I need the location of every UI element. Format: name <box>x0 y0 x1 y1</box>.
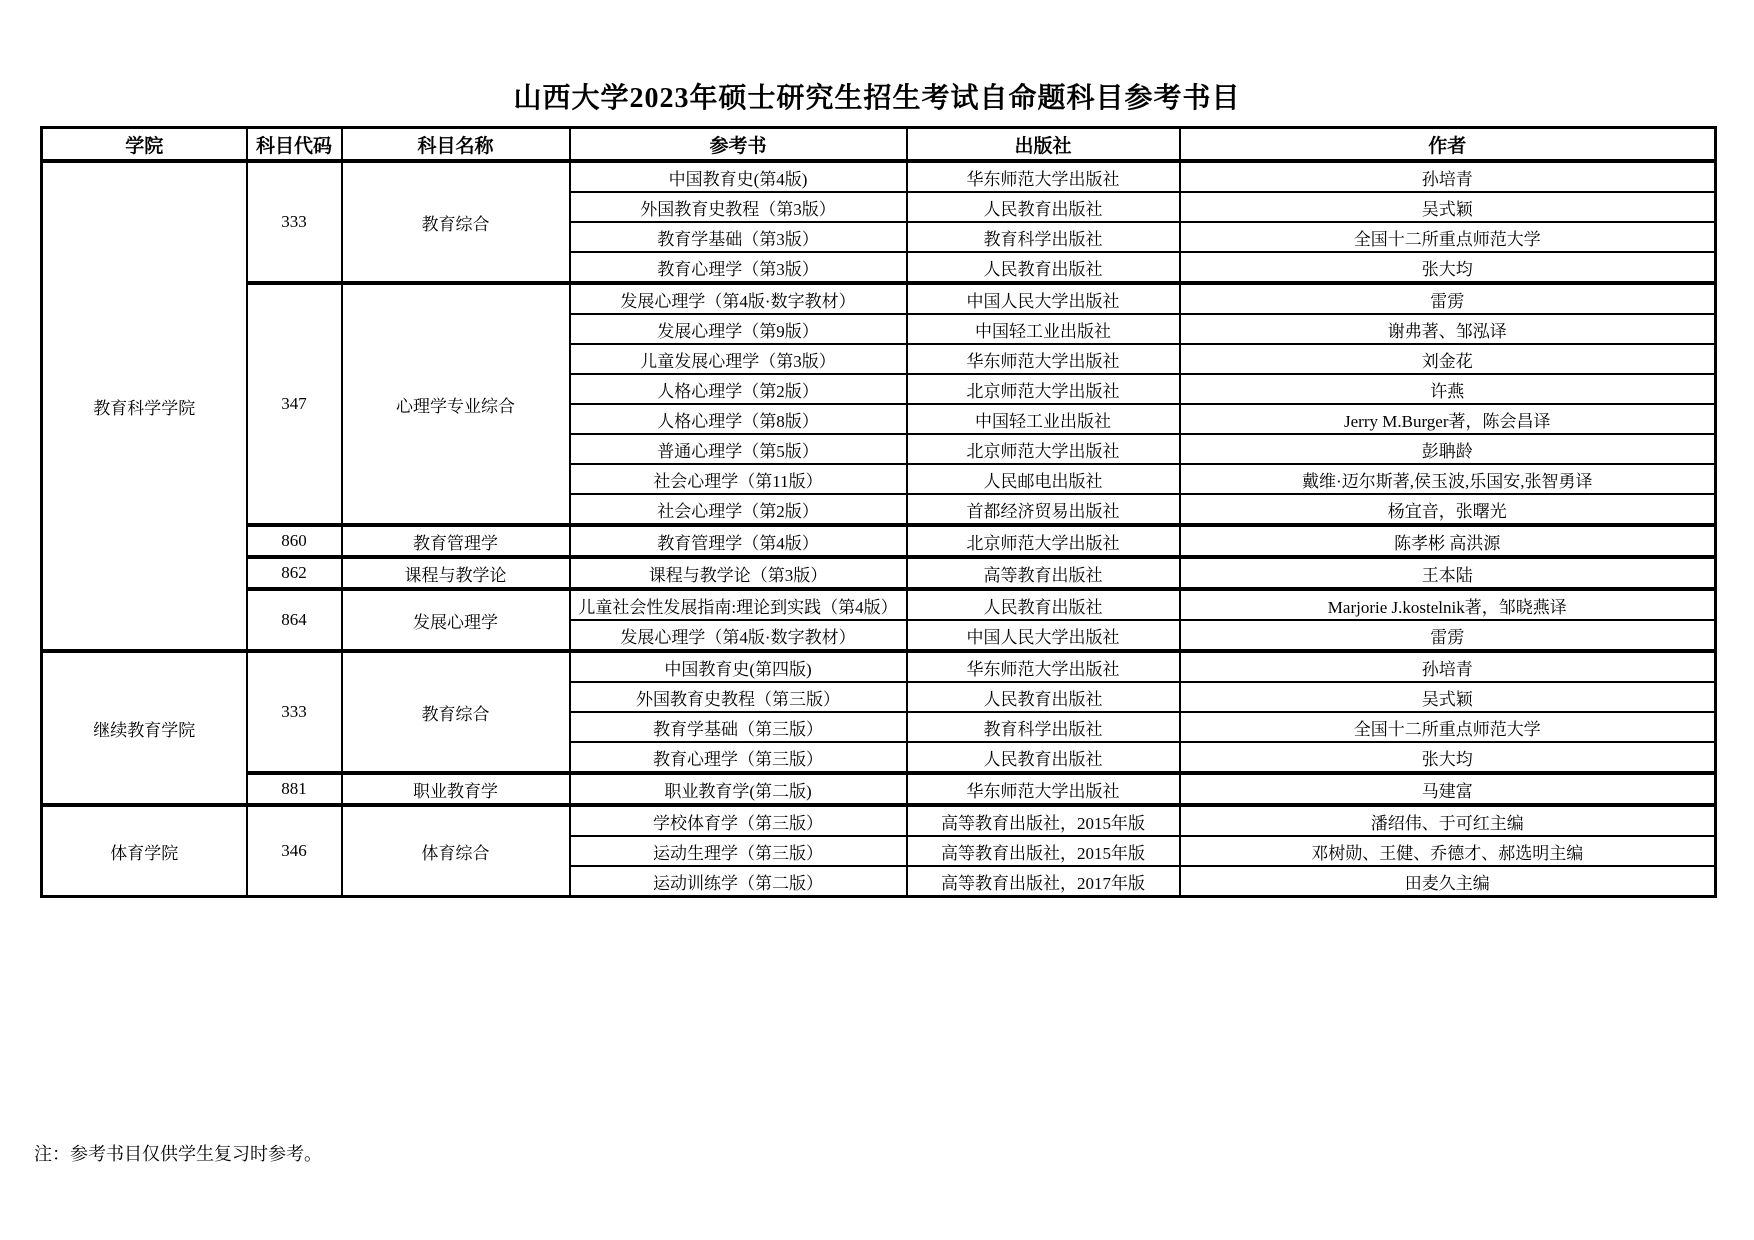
subject-code-cell: 346 <box>247 805 342 897</box>
book-title-cell: 发展心理学（第4版·数字教材） <box>570 283 907 314</box>
table-row <box>42 773 1716 805</box>
subject-name-cell: 心理学专业综合 <box>342 283 570 525</box>
subject-name-cell: 职业教育学 <box>342 773 570 805</box>
subject-name-cell: 教育综合 <box>342 651 570 773</box>
publisher-cell: 高等教育出版社，2015年版 <box>907 805 1180 836</box>
subject-code-cell: 881 <box>247 773 342 805</box>
author-cell: 田麦久主编 <box>1180 866 1716 897</box>
subject-code-cell: 333 <box>247 651 342 773</box>
author-cell: 吴式颖 <box>1180 682 1716 712</box>
book-title-cell: 发展心理学（第9版） <box>570 314 907 344</box>
publisher-cell: 人民教育出版社 <box>907 742 1180 773</box>
subject-name-cell: 课程与教学论 <box>342 557 570 589</box>
publisher-cell: 华东师范大学出版社 <box>907 161 1180 192</box>
book-title-cell: 人格心理学（第8版） <box>570 404 907 434</box>
header-subject-code: 科目代码 <box>247 128 342 162</box>
book-title-cell: 人格心理学（第2版） <box>570 374 907 404</box>
book-title-cell: 教育管理学（第4版） <box>570 525 907 557</box>
book-title-cell: 教育学基础（第3版） <box>570 222 907 252</box>
book-title-cell: 外国教育史教程（第3版） <box>570 192 907 222</box>
subject-name-cell: 教育综合 <box>342 161 570 283</box>
publisher-cell: 教育科学出版社 <box>907 222 1180 252</box>
author-cell: 戴维·迈尔斯著,侯玉波,乐国安,张智勇译 <box>1180 464 1716 494</box>
subject-name-cell: 发展心理学 <box>342 589 570 651</box>
subject-code-cell: 864 <box>247 589 342 651</box>
publisher-cell: 首都经济贸易出版社 <box>907 494 1180 525</box>
author-cell: 刘金花 <box>1180 344 1716 374</box>
publisher-cell: 中国轻工业出版社 <box>907 314 1180 344</box>
author-cell: 邓树勋、王健、乔德才、郝选明主编 <box>1180 836 1716 866</box>
reference-book-table <box>40 126 1717 898</box>
publisher-cell: 人民教育出版社 <box>907 589 1180 620</box>
publisher-cell: 高等教育出版社 <box>907 557 1180 589</box>
table-row <box>42 557 1716 589</box>
publisher-cell: 人民教育出版社 <box>907 192 1180 222</box>
publisher-cell: 华东师范大学出版社 <box>907 651 1180 682</box>
table-row <box>42 161 1716 192</box>
book-title-cell: 运动训练学（第二版） <box>570 866 907 897</box>
author-cell: 王本陆 <box>1180 557 1716 589</box>
footnote: 注：参考书目仅供学生复习时参考。 <box>34 1144 322 1164</box>
table-row <box>42 525 1716 557</box>
author-cell: 张大均 <box>1180 742 1716 773</box>
author-cell: 潘绍伟、于可红主编 <box>1180 805 1716 836</box>
header-college: 学院 <box>42 128 247 162</box>
author-cell: 陈孝彬 高洪源 <box>1180 525 1716 557</box>
publisher-cell: 北京师范大学出版社 <box>907 434 1180 464</box>
publisher-cell: 中国人民大学出版社 <box>907 620 1180 651</box>
publisher-cell: 人民邮电出版社 <box>907 464 1180 494</box>
author-cell: 孙培青 <box>1180 161 1716 192</box>
subject-name-cell: 体育综合 <box>342 805 570 897</box>
book-title-cell: 社会心理学（第11版） <box>570 464 907 494</box>
header-subject-name: 科目名称 <box>342 128 570 162</box>
table-row <box>42 589 1716 620</box>
subject-code-cell: 860 <box>247 525 342 557</box>
book-title-cell: 教育心理学（第三版） <box>570 742 907 773</box>
author-cell: 许燕 <box>1180 374 1716 404</box>
publisher-cell: 中国轻工业出版社 <box>907 404 1180 434</box>
publisher-cell: 教育科学出版社 <box>907 712 1180 742</box>
publisher-cell: 人民教育出版社 <box>907 682 1180 712</box>
subject-name-cell: 教育管理学 <box>342 525 570 557</box>
author-cell: 雷雳 <box>1180 283 1716 314</box>
author-cell: 杨宜音，张曙光 <box>1180 494 1716 525</box>
author-cell: 雷雳 <box>1180 620 1716 651</box>
book-title-cell: 普通心理学（第5版） <box>570 434 907 464</box>
subject-code-cell: 347 <box>247 283 342 525</box>
book-title-cell: 教育学基础（第三版） <box>570 712 907 742</box>
author-cell: Jerry M.Burger著，陈会昌译 <box>1180 404 1716 434</box>
page-title: 山西大学2023年硕士研究生招生考试自命题科目参考书目 <box>513 83 1241 114</box>
table-row <box>42 805 1716 836</box>
book-title-cell: 课程与教学论（第3版） <box>570 557 907 589</box>
reference-table-body <box>42 161 1716 897</box>
book-title-cell: 中国教育史(第4版) <box>570 161 907 192</box>
table-row <box>42 651 1716 682</box>
publisher-cell: 华东师范大学出版社 <box>907 344 1180 374</box>
publisher-cell: 北京师范大学出版社 <box>907 374 1180 404</box>
publisher-cell: 华东师范大学出版社 <box>907 773 1180 805</box>
author-cell: 全国十二所重点师范大学 <box>1180 222 1716 252</box>
publisher-cell: 北京师范大学出版社 <box>907 525 1180 557</box>
book-title-cell: 儿童社会性发展指南:理论到实践（第4版） <box>570 589 907 620</box>
publisher-cell: 高等教育出版社，2015年版 <box>907 836 1180 866</box>
author-cell: 马建富 <box>1180 773 1716 805</box>
book-title-cell: 学校体育学（第三版） <box>570 805 907 836</box>
book-title-cell: 发展心理学（第4版·数字教材） <box>570 620 907 651</box>
table-row <box>42 283 1716 314</box>
publisher-cell: 人民教育出版社 <box>907 252 1180 283</box>
subject-code-cell: 862 <box>247 557 342 589</box>
book-title-cell: 运动生理学（第三版） <box>570 836 907 866</box>
college-cell: 体育学院 <box>42 805 247 897</box>
book-title-cell: 职业教育学(第二版) <box>570 773 907 805</box>
college-cell: 继续教育学院 <box>42 651 247 805</box>
college-cell: 教育科学学院 <box>42 161 247 651</box>
publisher-cell: 中国人民大学出版社 <box>907 283 1180 314</box>
header-author: 作者 <box>1180 128 1716 162</box>
book-title-cell: 中国教育史(第四版) <box>570 651 907 682</box>
author-cell: 谢弗著、邹泓译 <box>1180 314 1716 344</box>
author-cell: Marjorie J.kostelnik著，邹晓燕译 <box>1180 589 1716 620</box>
author-cell: 孙培青 <box>1180 651 1716 682</box>
book-title-cell: 儿童发展心理学（第3版） <box>570 344 907 374</box>
author-cell: 全国十二所重点师范大学 <box>1180 712 1716 742</box>
header-reference-book: 参考书 <box>570 128 907 162</box>
subject-code-cell: 333 <box>247 161 342 283</box>
table-header-row <box>42 128 1716 162</box>
book-title-cell: 外国教育史教程（第三版） <box>570 682 907 712</box>
author-cell: 吴式颖 <box>1180 192 1716 222</box>
author-cell: 彭聃龄 <box>1180 434 1716 464</box>
header-publisher: 出版社 <box>907 128 1180 162</box>
book-title-cell: 教育心理学（第3版） <box>570 252 907 283</box>
publisher-cell: 高等教育出版社，2017年版 <box>907 866 1180 897</box>
book-title-cell: 社会心理学（第2版） <box>570 494 907 525</box>
author-cell: 张大均 <box>1180 252 1716 283</box>
